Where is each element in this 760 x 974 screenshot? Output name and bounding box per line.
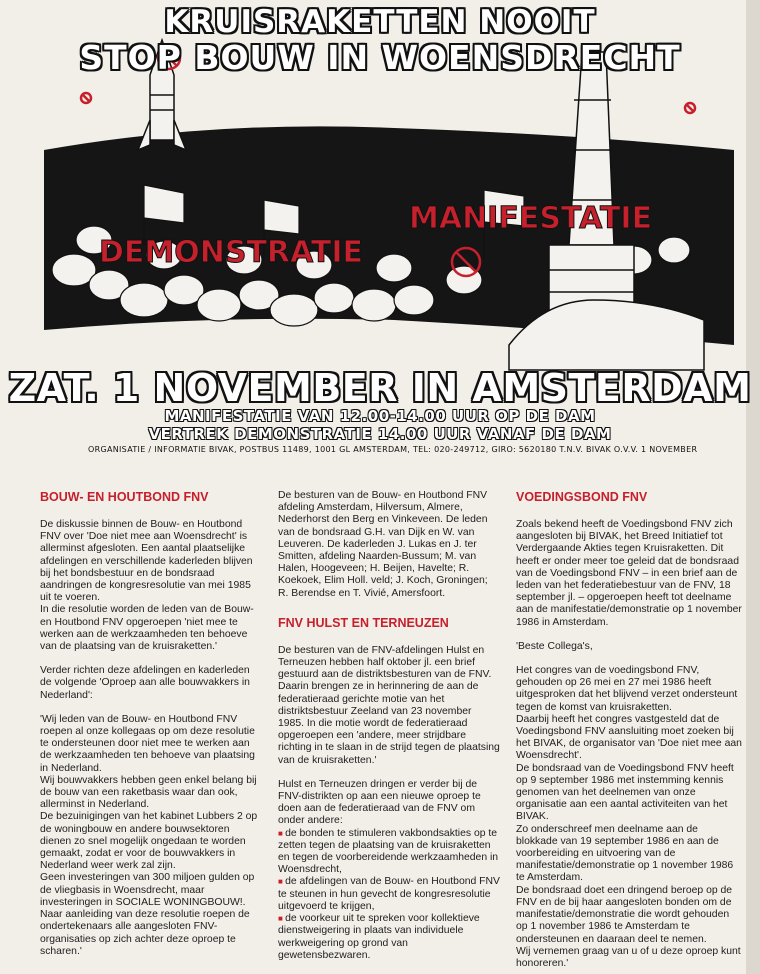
section-title-hulst-terneuzen: FNV HULST EN TERNEUZEN [278,615,449,630]
poster-headline-2: STOP BOUW IN WOENSDRECHT [79,38,681,77]
paragraph: De besturen van de FNV-afdelingen Hulst en Terneuzen hebben half oktober jl. een brief gestuurd aan de distriktsbesturen van de FNV. Daarin brengen ze in herinnering de aan de federatieraad gerichte motie van het distriktsbestuur Zeeland van 23 november 1985. In die motie wordt de federatieraad opgeroepen een 'andere, meer strijdbare richting in te slaan in de strijd tegen de plaatsing van de kruisraketten.' [278,644,500,766]
paragraph: Hulst en Terneuzen dringen er verder bij de FNV-distrikten op aan een nieuwe oproep te doen aan de federatieraad van de FNV om onder andere: [278,778,481,827]
paragraph: In die resolutie worden de leden van de Bouw- en Houtbond FNV opgeroepen 'niet mee te werken aan de werkzaamheden ten behoeve van de plaatsing van de kruisraketten.' [40,604,254,653]
section-title-voedingsbond: VOEDINGSBOND FNV [516,490,648,504]
bullet-item: ■ de voorkeur uit te spreken voor kollektieve dienstweigering in plaats van individuele werkweigering op grond van gewetensbezwaren. [278,913,500,962]
paragraph: Zo onderschreef men deelname aan de blokkade van 19 september 1986 en aan de voorbereiding en uitvoering van de manifestatie/demonstratie op 1 november 1986 te Amsterdam. [516,823,734,884]
poster-time-line-2: VERTREK DEMONSTRATIE 14.00 UUR VANAF DE DAM [148,425,612,443]
paragraph: Verder richten deze afdelingen en kaderleden de volgende 'Oproep aan alle bouwvakkers in Nederland': [40,665,250,701]
paragraph: Zoals bekend heeft de Voedingsbond FNV zich aangesloten bij BIVAK, het Breed Initiatief tot Verdergaande Akties tegen Kruisraketten. Dit heeft er onder meer toe geleid dat de bondsraad van de Voedingsbond FNV – in een brief aan de leden van het federatiebestuur van de FNV, 18 september jl. – opgeroepen heeft tot deelname aan de manifestatie/demonstratie op 1 november 1986 in Amsterdam. [516,519,742,628]
column-bouw-houtbond [40,490,262,958]
paragraph: 'Wij leden van de Bouw- en Houtbond FNV roepen al onze kollegaas op om deze resolutie te ondersteunen door niet mee te werken aan de werkzaamheden ten behoeve van plaatsing in Nederland. [40,713,255,774]
paragraph: Wij bouwvakkers hebben geen enkel belang bij de bouw van een raketbasis waar dan ook, allerminst in Nederland. [40,774,257,811]
bullet-item: ■ de afdelingen van de Bouw- en Houtbond FNV te steunen in hun gevecht de kongresresolutie uitgevoerd te krijgen, [278,876,500,913]
svg-text:DEMONSTRATIE: DEMONSTRATIE [99,235,364,270]
paragraph: De bondsraad doet een dringend beroep op de FNV en de bij haar aangesloten bonden om de manifestatie/demonstratie die wordt gehouden op 1 november 1986 te Amsterdam te ondersteunen en daaraan deel te nemen. [516,884,733,945]
poster-headline-1: KRUISRAKETTEN NOOIT [164,4,596,40]
section-title-bouw-houtbond: BOUW- EN HOUTBOND FNV [40,490,209,504]
paragraph: Naar aanleiding van deze resolutie roepen de ondertekenaars alle aangesloten FNV-organisaties op zich achter deze oproep te scharen.' [40,909,250,957]
page-edge [746,0,760,974]
paragraph: Wij vernemen graag van u of u deze oproep kunt honoreren.' [516,945,741,969]
column-hulst-terneuzen [278,490,500,962]
paragraph: 'Beste Collega's, [516,640,593,652]
paragraph: De bezuinigingen van het kabinet Lubbers 2 op de woningbouw en andere bouwsektoren dienen zo snel mogelijk ongedaan te worden gemaakt, zodat er voor de bouwvakkers in Nederland weer werk zal zijn. [40,811,258,872]
poster-org-line: ORGANISATIE / INFORMATIE BIVAK, POSTBUS 11489, 1001 GL AMSTERDAM, TEL: 020-249712, GIRO: 5620180 T.N.V. BIVAK O.V.V. 1 NOVEMBER [88,445,698,454]
column-voedingsbond [516,490,742,970]
paragraph: De diskussie binnen de Bouw- en Houtbond FNV over 'Doe niet mee aan Woensdrecht' is allerminst afgesloten. Een aantal plaatselijke afdelingen en verschillende kaderleden blijven bij het bondsbestuur en de bondsraad aandringen de kongresresolutie van mei 1985 uit te voeren. [40,519,253,604]
svg-text:MANIFESTATIE: MANIFESTATIE [409,201,653,236]
bullet-item: ■ de bonden te stimuleren vakbondsakties op te zetten tegen de plaatsing van de kruisraketten en tegen de voorbereidende werkzaamheden in Woensdrecht, [278,828,500,877]
paragraph: Geen investeringen van 300 miljoen gulden op de vliegbasis in Woensdrecht, maar investeringen in SOCIALE WONINGBOUW!. [40,872,255,908]
paragraph: Het congres van de voedingsbond FNV, gehouden op 26 mei en 27 mei 1986 heeft uitgesproken dat het blijvend verzet ondersteunt tegen de komst van kruisraketten. [516,665,738,713]
poster-time-line-1: MANIFESTATIE VAN 12.00-14.00 UUR OP DE DAM [164,407,596,425]
paragraph: De besturen van de Bouw- en Houtbond FNV afdeling Amsterdam, Hilversum, Almere, Nederhorst den Berg en Vinkeveen. De leden van de bondsraad G.H. van Dijk en W. van Leuveren. De kaderleden J. Lukas en J. ter Smitten, afdeling Naarden-Bussum; M. van Halen, Hoogeveen; H. Beijen, Havelte; R. Koekoek, Elim Holl. veld; J. Koch, Groningen; R. Berendse en T. Vivié, Amersfoort. [278,490,488,599]
paragraph: De bondsraad van de Voedingsbond FNV heeft op 9 september 1986 met instemming kennis genomen van het deelnemen van onze organisatie aan een aantal activiteiten van het BIVAK. [516,762,734,823]
poster-date-line: ZAT. 1 NOVEMBER IN AMSTERDAM [8,366,752,410]
paragraph: Daarbij heeft het congres vastgesteld dat de Voedingsbond FNV aansluiting moet zoeken bij het BIVAK, de organisator van 'Doe niet mee aan Woensdrecht'. [516,713,742,762]
